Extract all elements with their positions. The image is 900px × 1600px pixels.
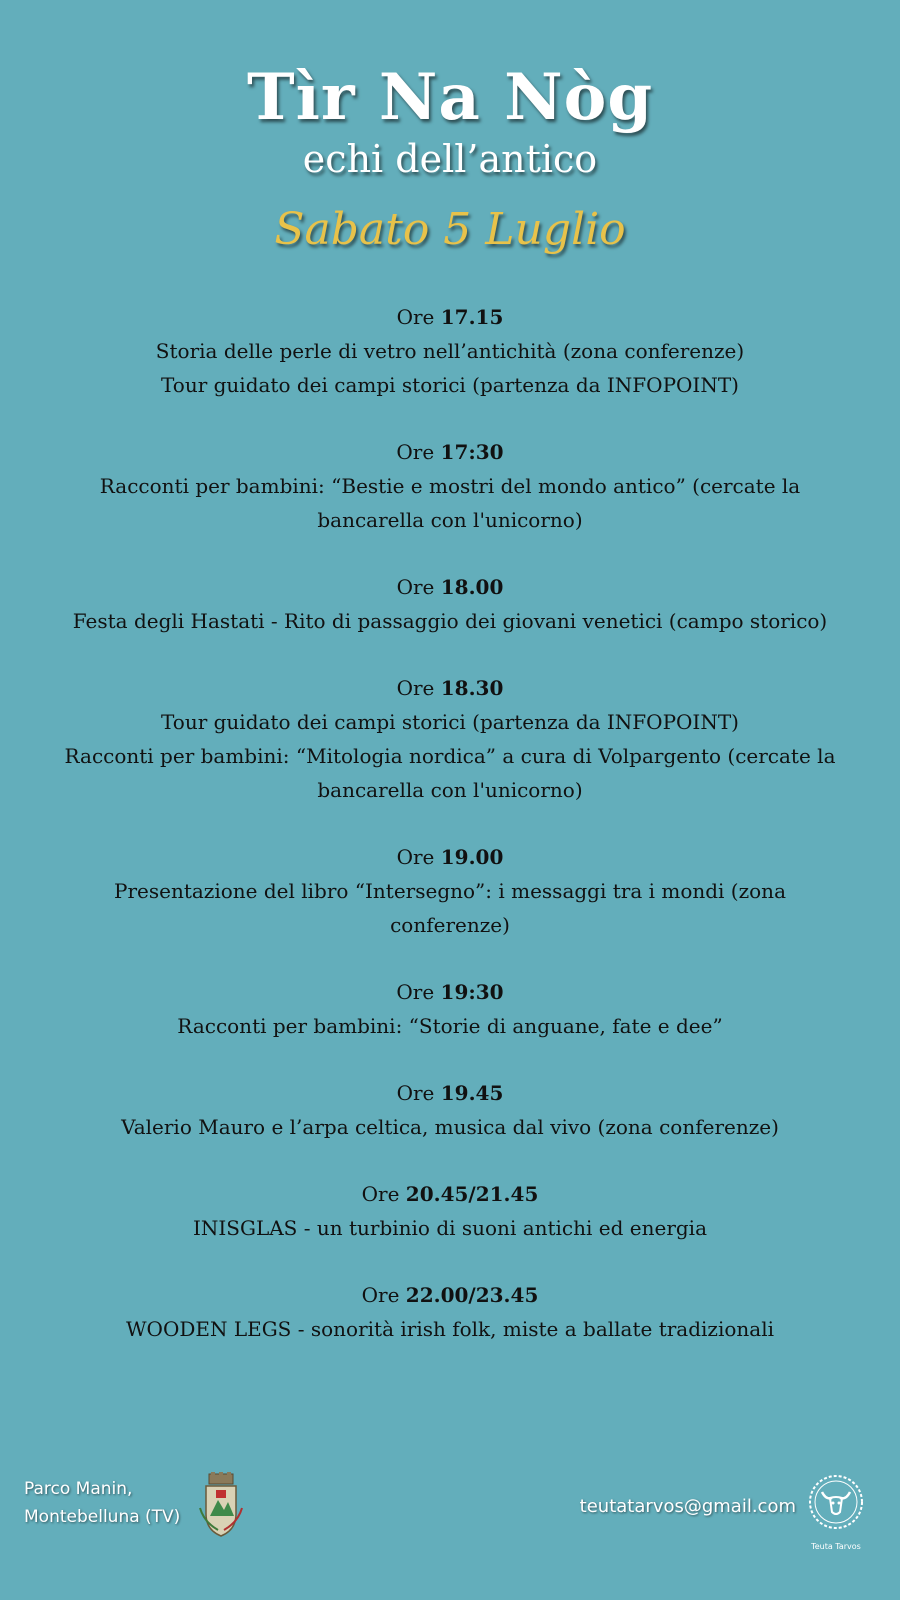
slot-item: WOODEN LEGS - sonorità irish folk, miste a ballate tradizionali <box>125 1317 774 1341</box>
schedule-slot <box>60 300 840 402</box>
slot-item: Racconti per bambini: “Storie di anguane, fate e dee” <box>177 1014 723 1038</box>
teuta-tarvos-bull-icon <box>806 1472 866 1538</box>
contact-email[interactable]: teutatarvos@gmail.com <box>579 1496 796 1517</box>
schedule-slot <box>60 671 840 807</box>
slot-item: Tour guidato dei campi storici (partenza da INFOPOINT) <box>161 373 739 397</box>
slot-item: Valerio Mauro e l’arpa celtica, musica dal vivo (zona conferenze) <box>121 1115 779 1139</box>
slot-time: Ore 22.00/23.45 <box>361 1283 539 1307</box>
event-subtitle: echi dell’antico <box>302 137 598 181</box>
schedule-slot <box>60 435 840 537</box>
event-location <box>24 1475 180 1531</box>
slot-time: Ore 17:30 <box>396 440 504 464</box>
slot-time: Ore 18.00 <box>396 575 504 599</box>
slot-item: Racconti per bambini: “Bestie e mostri del mondo antico” (cercate la bancarella con l'unicorno) <box>99 474 801 532</box>
event-date: Sabato 5 Luglio <box>274 204 626 255</box>
slot-item: Storia delle perle di vetro nell’antichità (zona conferenze) <box>155 339 745 363</box>
slot-time: Ore 17.15 <box>396 305 504 329</box>
poster-header <box>0 60 900 258</box>
slot-time: Ore 20.45/21.45 <box>361 1182 539 1206</box>
slot-item: INISGLAS - un turbinio di suoni antichi ed energia <box>192 1216 708 1240</box>
schedule-slot <box>60 570 840 638</box>
montebelluna-crest-icon <box>198 1472 244 1538</box>
slot-item: Tour guidato dei campi storici (partenza da INFOPOINT) <box>161 710 739 734</box>
slot-item: Festa degli Hastati - Rito di passaggio dei giovani venetici (campo storico) <box>72 609 828 633</box>
slot-item: Presentazione del libro “Intersegno”: i messaggi tra i mondi (zona conferenze) <box>113 879 786 937</box>
event-title: Tìr Na Nòg <box>246 60 654 135</box>
slot-time: Ore 19:30 <box>396 980 504 1004</box>
location-line: Parco Manin, <box>24 1479 133 1499</box>
schedule-slot <box>60 1076 840 1144</box>
schedule-list <box>60 300 840 1379</box>
schedule-slot <box>60 975 840 1043</box>
slot-time: Ore 18.30 <box>396 676 504 700</box>
schedule-slot <box>60 840 840 942</box>
slot-time: Ore 19.45 <box>396 1081 504 1105</box>
slot-time: Ore 19.00 <box>396 845 504 869</box>
schedule-slot <box>60 1177 840 1245</box>
emblem-label: Teuta Tarvos <box>811 1542 861 1551</box>
location-line: Montebelluna (TV) <box>24 1507 181 1527</box>
schedule-slot <box>60 1278 840 1346</box>
slot-item: Racconti per bambini: “Mitologia nordica” a cura di Volpargento (cercate la bancarella con l'unicorno) <box>64 744 836 802</box>
